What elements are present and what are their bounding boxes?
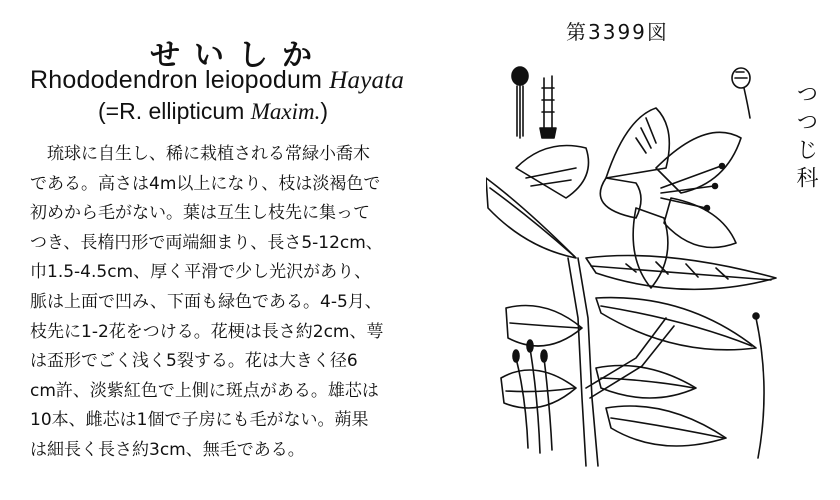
synonym-author: Maxim. xyxy=(250,99,321,124)
leaf-icon xyxy=(596,366,696,399)
flower-icon xyxy=(600,108,741,288)
leaf-icon xyxy=(596,298,756,350)
species-japanese-name: せいしか xyxy=(150,38,326,73)
stamen-icon xyxy=(513,340,552,453)
synonym-close: ) xyxy=(320,98,329,124)
description-line: 10本、雌芯は1個で子房にも毛がない。蒴果 xyxy=(30,410,369,431)
description-line: は細長く長さ約3cm、無毛である。 xyxy=(30,439,305,460)
ovary-detail-icon xyxy=(540,76,556,138)
description-line: 巾1.5-4.5cm、厚く平滑で少し光沢があり、 xyxy=(30,262,372,283)
style-icon xyxy=(753,313,764,458)
scientific-name-binomial: Rhododendron leiopodum xyxy=(30,66,323,94)
species-description xyxy=(30,140,476,466)
leaf-icon xyxy=(606,406,726,446)
description-line: 琉球に自生し、稀に栽植される常緑小喬木 xyxy=(30,144,370,164)
leaf-icon xyxy=(501,370,576,408)
description-line: つき、長楕円形で両端細まり、長さ5-12cm、 xyxy=(30,232,383,253)
flower-icon xyxy=(516,146,589,199)
stamen-detail-icon xyxy=(512,67,528,138)
leaf-icon xyxy=(486,178,576,258)
description-line: 初めから毛がない。葉は互生し枝先に集って xyxy=(30,203,370,224)
leaf-icon xyxy=(506,306,582,347)
scientific-name xyxy=(30,66,404,95)
synonym xyxy=(98,98,328,125)
figure-number: 第3399図 xyxy=(566,20,669,44)
scientific-name-author: Hayata xyxy=(329,67,405,94)
botanical-illustration xyxy=(486,58,786,470)
description-line: 枝先に1-2花をつける。花梗は長さ約2cm、萼 xyxy=(30,321,384,342)
leaf-icon xyxy=(586,256,776,290)
description-line: は盃形でごく浅く5裂する。花は大きく径6 xyxy=(30,351,358,372)
main-branch xyxy=(568,258,674,466)
synonym-name: (=R. ellipticum xyxy=(98,98,245,124)
family-label: つつじ科 xyxy=(793,82,818,194)
description-line: である。高さは4m以上になり、枝は淡褐色で xyxy=(30,173,381,194)
description-line: 脈は上面で凹み、下面も緑色である。4-5月、 xyxy=(30,291,382,312)
description-line: cm許、淡紫紅色で上側に斑点がある。雄芯は xyxy=(30,380,379,401)
anther-detail-icon xyxy=(732,68,750,118)
